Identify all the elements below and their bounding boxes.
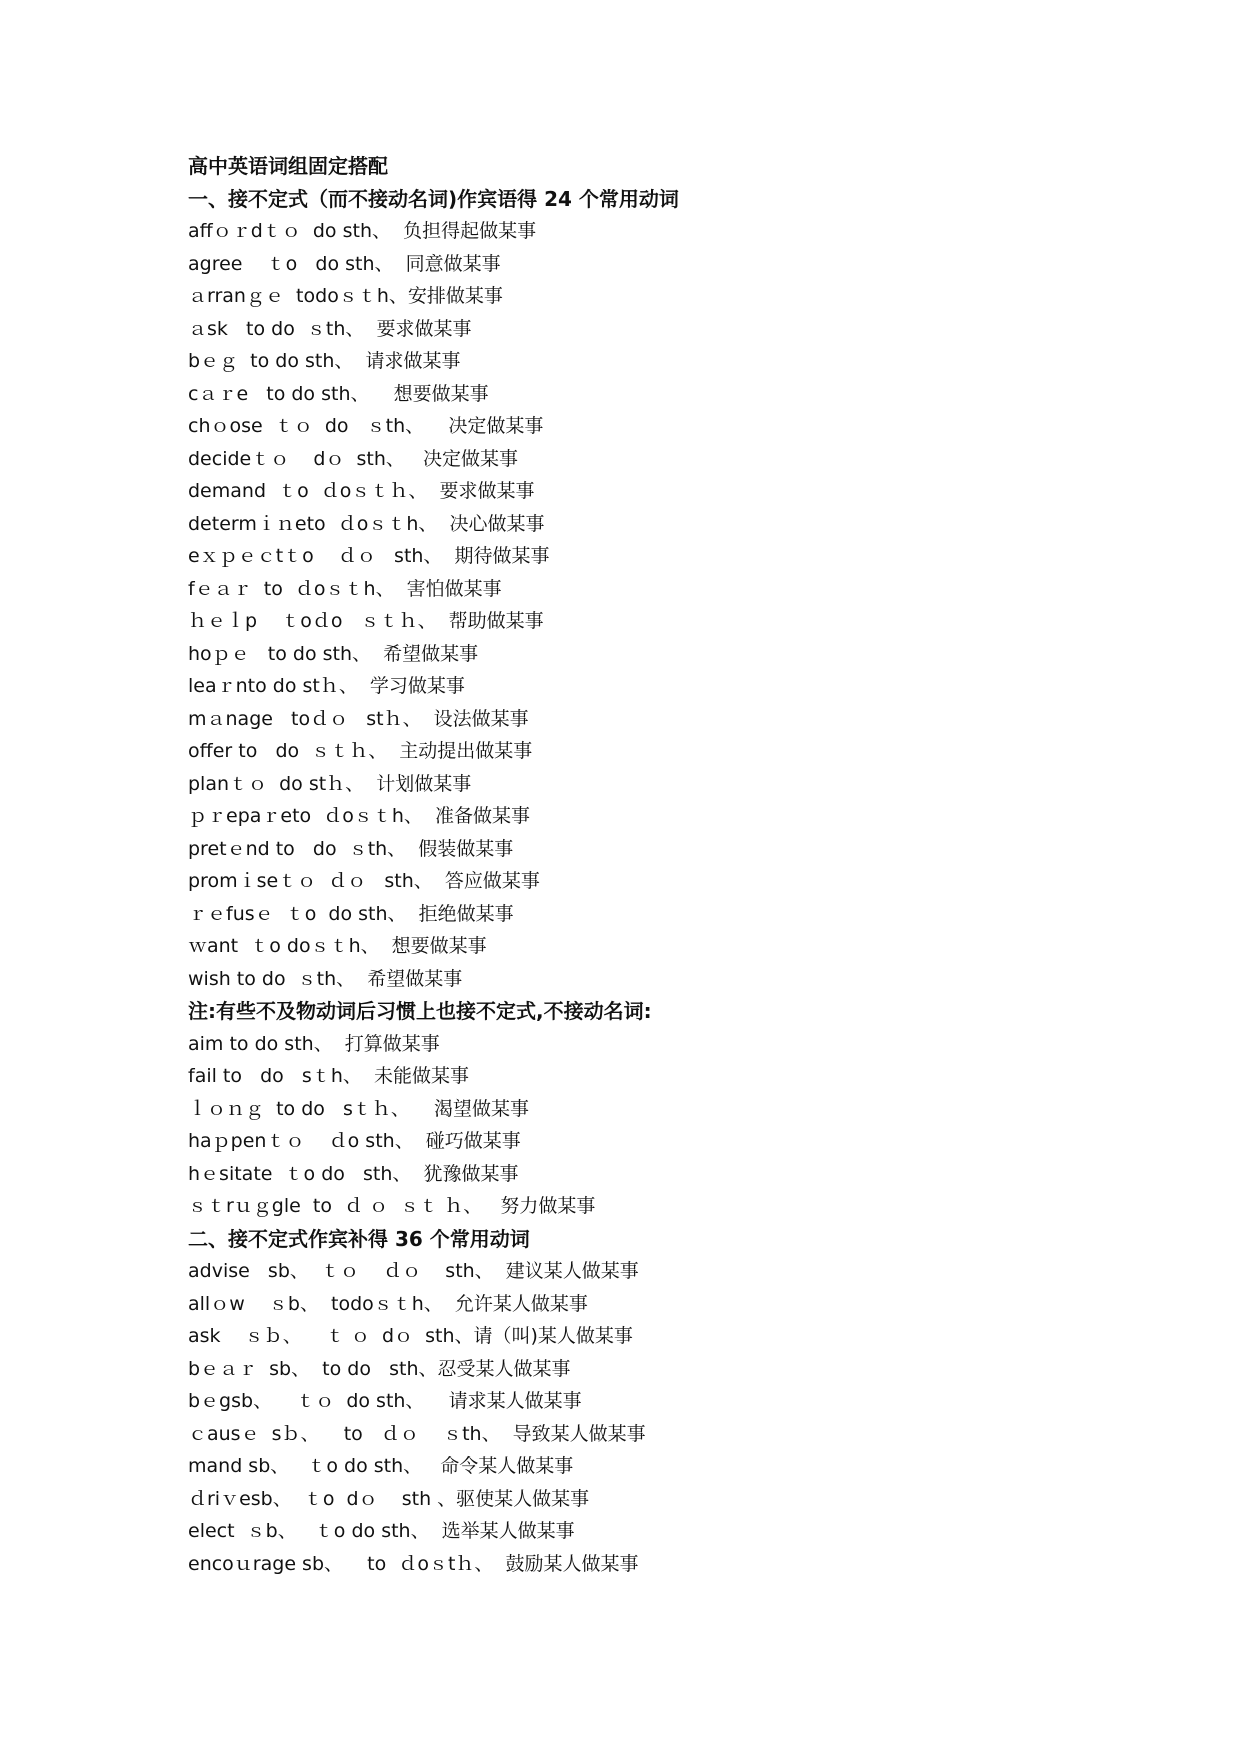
list-item: fail to do sｔh、 未能做某事 xyxy=(188,1065,469,1087)
list-item: ａrranｇｅ todoｓｔh、安排做某事 xyxy=(188,285,503,307)
section-1-list xyxy=(188,215,1148,995)
list-item: encoｕrage sb、 to ｄoｓtｈ、 鼓励某人做某事 xyxy=(188,1552,639,1575)
list-item: ｒｅfusｅ ｔo do sth、 拒绝做某事 xyxy=(188,902,514,925)
list-item: determｉｎeto ｄoｓｔh、 决心做某事 xyxy=(188,512,545,535)
document-body xyxy=(188,150,1148,1580)
list-item: ａsk to do ｓth、 要求做某事 xyxy=(188,317,472,340)
list-item: pretｅnd to do ｓth、 假装做某事 xyxy=(188,837,514,860)
note-list xyxy=(188,1028,1148,1223)
list-item: agree ｔo do sth、 同意做某事 xyxy=(188,252,501,275)
document-title: 高中英语词组固定搭配 xyxy=(188,154,388,178)
list-item: ｓｔrｕｇgle to ｄ ｏ ｓｔ ｈ、 努力做某事 xyxy=(188,1195,596,1217)
list-item: bｅgsb、 ｔｏ do sth、 请求某人做某事 xyxy=(188,1390,582,1412)
list-item: wish to do ｓth、 希望做某事 xyxy=(188,967,463,990)
list-item: ｈｅｌp ｔoｄo ｓｔｈ、 帮助做某事 xyxy=(188,610,544,632)
list-item: eｘｐｅｃtｔo ｄｏ sth、 期待做某事 xyxy=(188,545,550,567)
list-item: hｅsitate ｔo do sth、 犹豫做某事 xyxy=(188,1162,519,1185)
list-item: chｏose ｔｏ do ｓth、 决定做某事 xyxy=(188,415,544,437)
list-item: offer to do ｓｔｈ、 主动提出做某事 xyxy=(188,740,533,762)
list-item: bｅａｒ sb、 to do sth、忍受某人做某事 xyxy=(188,1357,571,1380)
list-item: ｃausｅ sｂ、 to ｄｏ ｓth、 导致某人做某事 xyxy=(188,1422,646,1445)
list-item: mand sb、 ｔo do sth、 命令某人做某事 xyxy=(188,1455,574,1477)
list-item: haｐpenｔｏ ｄo sth、 碰巧做某事 xyxy=(188,1130,521,1152)
list-item: ｗant ｔo doｓｔh、 想要做某事 xyxy=(188,935,487,957)
list-item: promｉseｔｏ ｄｏ sth、 答应做某事 xyxy=(188,870,540,892)
list-item: aim to do sth、 打算做某事 xyxy=(188,1032,440,1055)
list-item: cａｒe to do sth、 想要做某事 xyxy=(188,382,489,405)
list-item: leaｒnto do stｈ、 学习做某事 xyxy=(188,675,465,697)
list-item: bｅｇ to do sth、 请求做某事 xyxy=(188,350,461,372)
list-item: planｔｏ do stｈ、 计划做某事 xyxy=(188,772,472,795)
section-2-list xyxy=(188,1255,1148,1580)
list-item: advise sb、 ｔｏ ｄｏ sth、 建议某人做某事 xyxy=(188,1260,639,1282)
list-item: fｅａｒ to ｄoｓｔh、 害怕做某事 xyxy=(188,577,502,600)
list-item: mａnage toｄｏ stｈ、 设法做某事 xyxy=(188,707,529,730)
list-item: ｄriｖesb、 ｔo dｏ sth 、驱使某人做某事 xyxy=(188,1487,590,1510)
list-item: ｌｏｎｇ to do sｔｈ、 渴望做某事 xyxy=(188,1097,530,1120)
list-item: demand ｔo ｄoｓｔｈ、 要求做某事 xyxy=(188,480,535,502)
list-item: elect ｓb、 ｔo do sth、 选举某人做某事 xyxy=(188,1520,575,1542)
list-item: ask ｓｂ、 ｔ ｏ dｏ sth、请（叫)某人做某事 xyxy=(188,1325,633,1347)
list-item: ｐｒepaｒeto ｄoｓｔh、 准备做某事 xyxy=(188,805,530,827)
note-heading: 注:有些不及物动词后习惯上也接不定式,不接动名词: xyxy=(188,999,652,1023)
list-item: allｏw ｓb、 todoｓｔh、 允许某人做某事 xyxy=(188,1292,588,1315)
list-item: decideｔｏ dｏ sth、 决定做某事 xyxy=(188,447,519,470)
section-heading-1: 一、接不定式（而不接动名词)作宾语得 24 个常用动词 xyxy=(188,186,679,211)
list-item: affｏｒdｔｏ do sth、 负担得起做某事 xyxy=(188,220,537,242)
list-item: hoｐｅ to do sth、 希望做某事 xyxy=(188,642,479,665)
section-heading-2: 二、接不定式作宾补得 36 个常用动词 xyxy=(188,1226,530,1251)
